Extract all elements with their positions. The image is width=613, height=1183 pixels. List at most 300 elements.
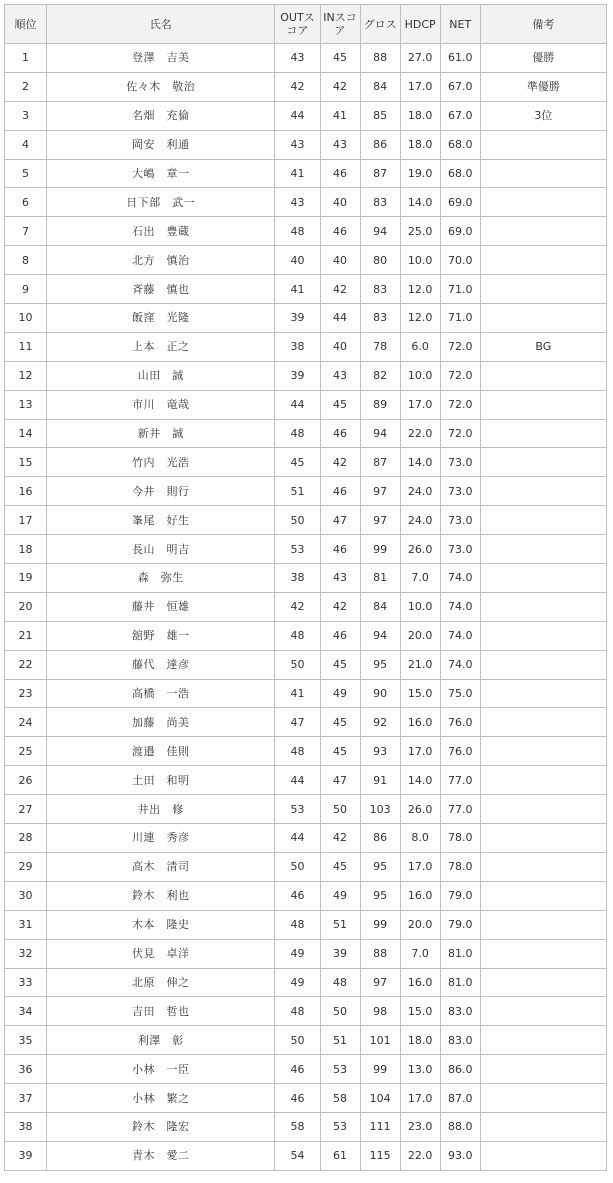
table-row [5,159,607,188]
cell-note: 準優勝 [480,72,606,101]
table-row [5,419,607,448]
table-row [5,910,607,939]
cell-gross: 111 [360,1112,400,1141]
cell-gross: 92 [360,708,400,737]
cell-net: 68.0 [440,130,480,159]
cell-rank: 25 [5,737,47,766]
cell-name: 土田 和明 [47,766,275,795]
cell-note [480,130,606,159]
cell-gross: 95 [360,650,400,679]
cell-note [480,1055,606,1084]
cell-rank: 13 [5,390,47,419]
cell-in-score: 46 [320,159,360,188]
cell-rank: 5 [5,159,47,188]
cell-in-score: 46 [320,217,360,246]
cell-hdcp: 14.0 [400,448,440,477]
cell-note [480,506,606,535]
cell-name: 利澤 彰 [47,1026,275,1055]
cell-name: 森 弥生 [47,564,275,593]
cell-out-score: 51 [275,477,320,506]
cell-rank: 4 [5,130,47,159]
cell-in-score: 61 [320,1141,360,1170]
table-row [5,361,607,390]
cell-gross: 94 [360,217,400,246]
cell-out-score: 46 [275,881,320,910]
cell-name: 大嶋 章一 [47,159,275,188]
cell-gross: 95 [360,881,400,910]
cell-out-score: 58 [275,1112,320,1141]
cell-out-score: 50 [275,852,320,881]
cell-name: 伏見 卓洋 [47,939,275,968]
cell-in-score: 46 [320,477,360,506]
cell-net: 72.0 [440,361,480,390]
table-row [5,997,607,1026]
cell-hdcp: 22.0 [400,419,440,448]
cell-out-score: 45 [275,448,320,477]
cell-name: 高橋 一浩 [47,679,275,708]
cell-gross: 94 [360,419,400,448]
cell-name: 川連 秀彦 [47,824,275,853]
cell-note [480,592,606,621]
cell-note [480,1026,606,1055]
cell-net: 76.0 [440,737,480,766]
cell-note [480,361,606,390]
cell-in-score: 47 [320,766,360,795]
cell-rank: 6 [5,188,47,217]
cell-rank: 35 [5,1026,47,1055]
cell-net: 72.0 [440,332,480,361]
table-row [5,1084,607,1113]
cell-out-score: 43 [275,130,320,159]
cell-in-score: 51 [320,910,360,939]
cell-out-score: 44 [275,766,320,795]
cell-note [480,477,606,506]
cell-note [480,968,606,997]
cell-gross: 103 [360,795,400,824]
cell-out-score: 47 [275,708,320,737]
cell-hdcp: 27.0 [400,44,440,73]
table-row [5,766,607,795]
cell-hdcp: 16.0 [400,881,440,910]
table-row [5,535,607,564]
table-row [5,1026,607,1055]
cell-out-score: 39 [275,361,320,390]
cell-name: 渡邉 佳則 [47,737,275,766]
table-row [5,304,607,333]
cell-in-score: 45 [320,708,360,737]
cell-in-score: 53 [320,1055,360,1084]
cell-gross: 95 [360,852,400,881]
cell-gross: 83 [360,188,400,217]
cell-hdcp: 17.0 [400,390,440,419]
cell-net: 78.0 [440,824,480,853]
header-in-score: INスコア [320,5,360,44]
cell-rank: 27 [5,795,47,824]
cell-in-score: 51 [320,1026,360,1055]
header-name: 氏名 [47,5,275,44]
cell-out-score: 48 [275,419,320,448]
cell-hdcp: 6.0 [400,332,440,361]
table-row [5,188,607,217]
cell-in-score: 45 [320,44,360,73]
table-row [5,679,607,708]
cell-in-score: 44 [320,304,360,333]
cell-rank: 14 [5,419,47,448]
cell-gross: 80 [360,246,400,275]
cell-in-score: 47 [320,506,360,535]
table-row [5,650,607,679]
cell-gross: 101 [360,1026,400,1055]
cell-rank: 36 [5,1055,47,1084]
cell-rank: 32 [5,939,47,968]
cell-in-score: 45 [320,737,360,766]
cell-out-score: 38 [275,332,320,361]
cell-hdcp: 18.0 [400,130,440,159]
cell-name: 今井 則行 [47,477,275,506]
cell-rank: 11 [5,332,47,361]
cell-gross: 97 [360,477,400,506]
table-row [5,968,607,997]
cell-in-score: 42 [320,448,360,477]
cell-note [480,159,606,188]
table-row [5,1141,607,1170]
cell-gross: 90 [360,679,400,708]
cell-note [480,1141,606,1170]
cell-net: 77.0 [440,766,480,795]
cell-gross: 83 [360,275,400,304]
cell-note [480,795,606,824]
cell-out-score: 48 [275,997,320,1026]
cell-in-score: 42 [320,592,360,621]
cell-net: 77.0 [440,795,480,824]
cell-gross: 115 [360,1141,400,1170]
cell-rank: 31 [5,910,47,939]
cell-out-score: 49 [275,939,320,968]
cell-note [480,448,606,477]
cell-net: 73.0 [440,448,480,477]
cell-note [480,246,606,275]
cell-hdcp: 20.0 [400,910,440,939]
cell-gross: 83 [360,304,400,333]
table-row [5,448,607,477]
table-row [5,246,607,275]
cell-out-score: 44 [275,390,320,419]
cell-in-score: 46 [320,621,360,650]
cell-out-score: 48 [275,621,320,650]
table-row [5,852,607,881]
cell-gross: 91 [360,766,400,795]
cell-out-score: 49 [275,968,320,997]
cell-out-score: 41 [275,679,320,708]
cell-hdcp: 18.0 [400,1026,440,1055]
cell-gross: 78 [360,332,400,361]
cell-net: 74.0 [440,564,480,593]
cell-in-score: 40 [320,246,360,275]
cell-out-score: 54 [275,1141,320,1170]
cell-name: 北方 慎治 [47,246,275,275]
cell-rank: 22 [5,650,47,679]
cell-hdcp: 12.0 [400,275,440,304]
cell-in-score: 46 [320,535,360,564]
cell-out-score: 43 [275,188,320,217]
cell-rank: 10 [5,304,47,333]
header-hdcp: HDCP [400,5,440,44]
cell-name: 高木 清司 [47,852,275,881]
cell-name: 鈴木 利也 [47,881,275,910]
table-row [5,824,607,853]
table-row [5,275,607,304]
cell-hdcp: 25.0 [400,217,440,246]
cell-name: 青木 愛二 [47,1141,275,1170]
cell-out-score: 42 [275,72,320,101]
cell-hdcp: 12.0 [400,304,440,333]
cell-name: 岡安 利通 [47,130,275,159]
cell-name: 登澤 吉美 [47,44,275,73]
cell-note [480,824,606,853]
cell-gross: 87 [360,448,400,477]
cell-note [480,188,606,217]
cell-note [480,852,606,881]
header-row [5,5,607,44]
cell-in-score: 42 [320,824,360,853]
cell-in-score: 49 [320,679,360,708]
cell-name: 石出 豊蔵 [47,217,275,246]
cell-rank: 12 [5,361,47,390]
cell-hdcp: 17.0 [400,737,440,766]
cell-name: 名畑 充倫 [47,101,275,130]
cell-net: 69.0 [440,217,480,246]
header-note: 備考 [480,5,606,44]
table-row [5,1055,607,1084]
header-net: NET [440,5,480,44]
cell-note [480,708,606,737]
cell-hdcp: 14.0 [400,766,440,795]
cell-in-score: 45 [320,390,360,419]
cell-in-score: 40 [320,188,360,217]
cell-net: 88.0 [440,1112,480,1141]
table-row [5,795,607,824]
cell-out-score: 53 [275,795,320,824]
cell-net: 79.0 [440,881,480,910]
cell-gross: 99 [360,535,400,564]
cell-name: 藤代 達彦 [47,650,275,679]
cell-out-score: 41 [275,159,320,188]
cell-rank: 33 [5,968,47,997]
cell-rank: 34 [5,997,47,1026]
cell-note [480,275,606,304]
cell-out-score: 46 [275,1055,320,1084]
table-row [5,101,607,130]
cell-in-score: 43 [320,564,360,593]
cell-gross: 97 [360,968,400,997]
cell-rank: 18 [5,535,47,564]
cell-rank: 15 [5,448,47,477]
cell-net: 69.0 [440,188,480,217]
cell-hdcp: 24.0 [400,506,440,535]
cell-out-score: 50 [275,1026,320,1055]
cell-hdcp: 17.0 [400,1084,440,1113]
cell-gross: 85 [360,101,400,130]
table-row [5,737,607,766]
cell-note: BG [480,332,606,361]
cell-out-score: 41 [275,275,320,304]
cell-net: 73.0 [440,477,480,506]
cell-out-score: 46 [275,1084,320,1113]
cell-rank: 29 [5,852,47,881]
cell-rank: 39 [5,1141,47,1170]
cell-gross: 81 [360,564,400,593]
cell-in-score: 48 [320,968,360,997]
cell-in-score: 43 [320,361,360,390]
cell-gross: 99 [360,910,400,939]
table-row [5,708,607,737]
table-row [5,217,607,246]
cell-out-score: 50 [275,506,320,535]
cell-out-score: 44 [275,101,320,130]
table-row [5,1112,607,1141]
cell-name: 長山 明吉 [47,535,275,564]
cell-in-score: 42 [320,275,360,304]
cell-note [480,650,606,679]
cell-net: 71.0 [440,304,480,333]
cell-in-score: 40 [320,332,360,361]
cell-name: 北原 伸之 [47,968,275,997]
cell-out-score: 42 [275,592,320,621]
cell-net: 79.0 [440,910,480,939]
table-row [5,939,607,968]
cell-in-score: 41 [320,101,360,130]
cell-note [480,910,606,939]
cell-name: 峯尾 好生 [47,506,275,535]
cell-in-score: 43 [320,130,360,159]
cell-rank: 8 [5,246,47,275]
cell-note [480,621,606,650]
cell-in-score: 50 [320,997,360,1026]
table-row [5,592,607,621]
cell-net: 78.0 [440,852,480,881]
cell-gross: 87 [360,159,400,188]
cell-hdcp: 10.0 [400,361,440,390]
cell-rank: 19 [5,564,47,593]
cell-hdcp: 17.0 [400,72,440,101]
table-row [5,564,607,593]
table-row [5,390,607,419]
cell-hdcp: 16.0 [400,708,440,737]
cell-net: 72.0 [440,390,480,419]
cell-net: 71.0 [440,275,480,304]
table-row [5,130,607,159]
cell-net: 93.0 [440,1141,480,1170]
cell-rank: 38 [5,1112,47,1141]
cell-name: 佐々木 敬治 [47,72,275,101]
cell-net: 87.0 [440,1084,480,1113]
cell-name: 新井 誠 [47,419,275,448]
cell-net: 67.0 [440,101,480,130]
cell-rank: 24 [5,708,47,737]
header-rank: 順位 [5,5,47,44]
cell-note [480,1084,606,1113]
cell-hdcp: 17.0 [400,852,440,881]
cell-hdcp: 22.0 [400,1141,440,1170]
cell-hdcp: 8.0 [400,824,440,853]
cell-name: 飯窪 光隆 [47,304,275,333]
cell-rank: 20 [5,592,47,621]
cell-hdcp: 15.0 [400,997,440,1026]
cell-hdcp: 18.0 [400,101,440,130]
cell-name: 竹内 光浩 [47,448,275,477]
cell-gross: 89 [360,390,400,419]
cell-rank: 2 [5,72,47,101]
cell-hdcp: 26.0 [400,535,440,564]
table-row [5,621,607,650]
cell-hdcp: 19.0 [400,159,440,188]
cell-in-score: 53 [320,1112,360,1141]
cell-net: 73.0 [440,535,480,564]
cell-net: 61.0 [440,44,480,73]
cell-net: 83.0 [440,1026,480,1055]
cell-name: 井出 修 [47,795,275,824]
cell-note [480,304,606,333]
cell-out-score: 48 [275,737,320,766]
cell-net: 73.0 [440,506,480,535]
cell-hdcp: 16.0 [400,968,440,997]
cell-hdcp: 7.0 [400,564,440,593]
cell-name: 藤井 恒雄 [47,592,275,621]
cell-name: 加藤 尚美 [47,708,275,737]
cell-out-score: 48 [275,217,320,246]
cell-hdcp: 10.0 [400,246,440,275]
cell-rank: 17 [5,506,47,535]
cell-name: 木本 隆史 [47,910,275,939]
cell-hdcp: 23.0 [400,1112,440,1141]
cell-note [480,766,606,795]
cell-note [480,390,606,419]
cell-gross: 88 [360,939,400,968]
cell-name: 鈴木 隆宏 [47,1112,275,1141]
cell-name: 市川 竜哉 [47,390,275,419]
cell-rank: 7 [5,217,47,246]
cell-gross: 88 [360,44,400,73]
cell-hdcp: 14.0 [400,188,440,217]
cell-name: 小林 繁之 [47,1084,275,1113]
cell-gross: 99 [360,1055,400,1084]
cell-gross: 104 [360,1084,400,1113]
cell-note [480,1112,606,1141]
cell-net: 74.0 [440,650,480,679]
cell-rank: 16 [5,477,47,506]
cell-gross: 84 [360,72,400,101]
cell-out-score: 38 [275,564,320,593]
table-row [5,477,607,506]
cell-in-score: 49 [320,881,360,910]
cell-in-score: 39 [320,939,360,968]
cell-hdcp: 24.0 [400,477,440,506]
cell-net: 70.0 [440,246,480,275]
cell-in-score: 58 [320,1084,360,1113]
table-row [5,881,607,910]
cell-name: 舘野 雄一 [47,621,275,650]
cell-net: 76.0 [440,708,480,737]
cell-net: 74.0 [440,621,480,650]
cell-out-score: 53 [275,535,320,564]
cell-rank: 26 [5,766,47,795]
cell-net: 86.0 [440,1055,480,1084]
cell-out-score: 40 [275,246,320,275]
cell-rank: 1 [5,44,47,73]
cell-gross: 84 [360,592,400,621]
cell-net: 83.0 [440,997,480,1026]
header-gross: グロス [360,5,400,44]
